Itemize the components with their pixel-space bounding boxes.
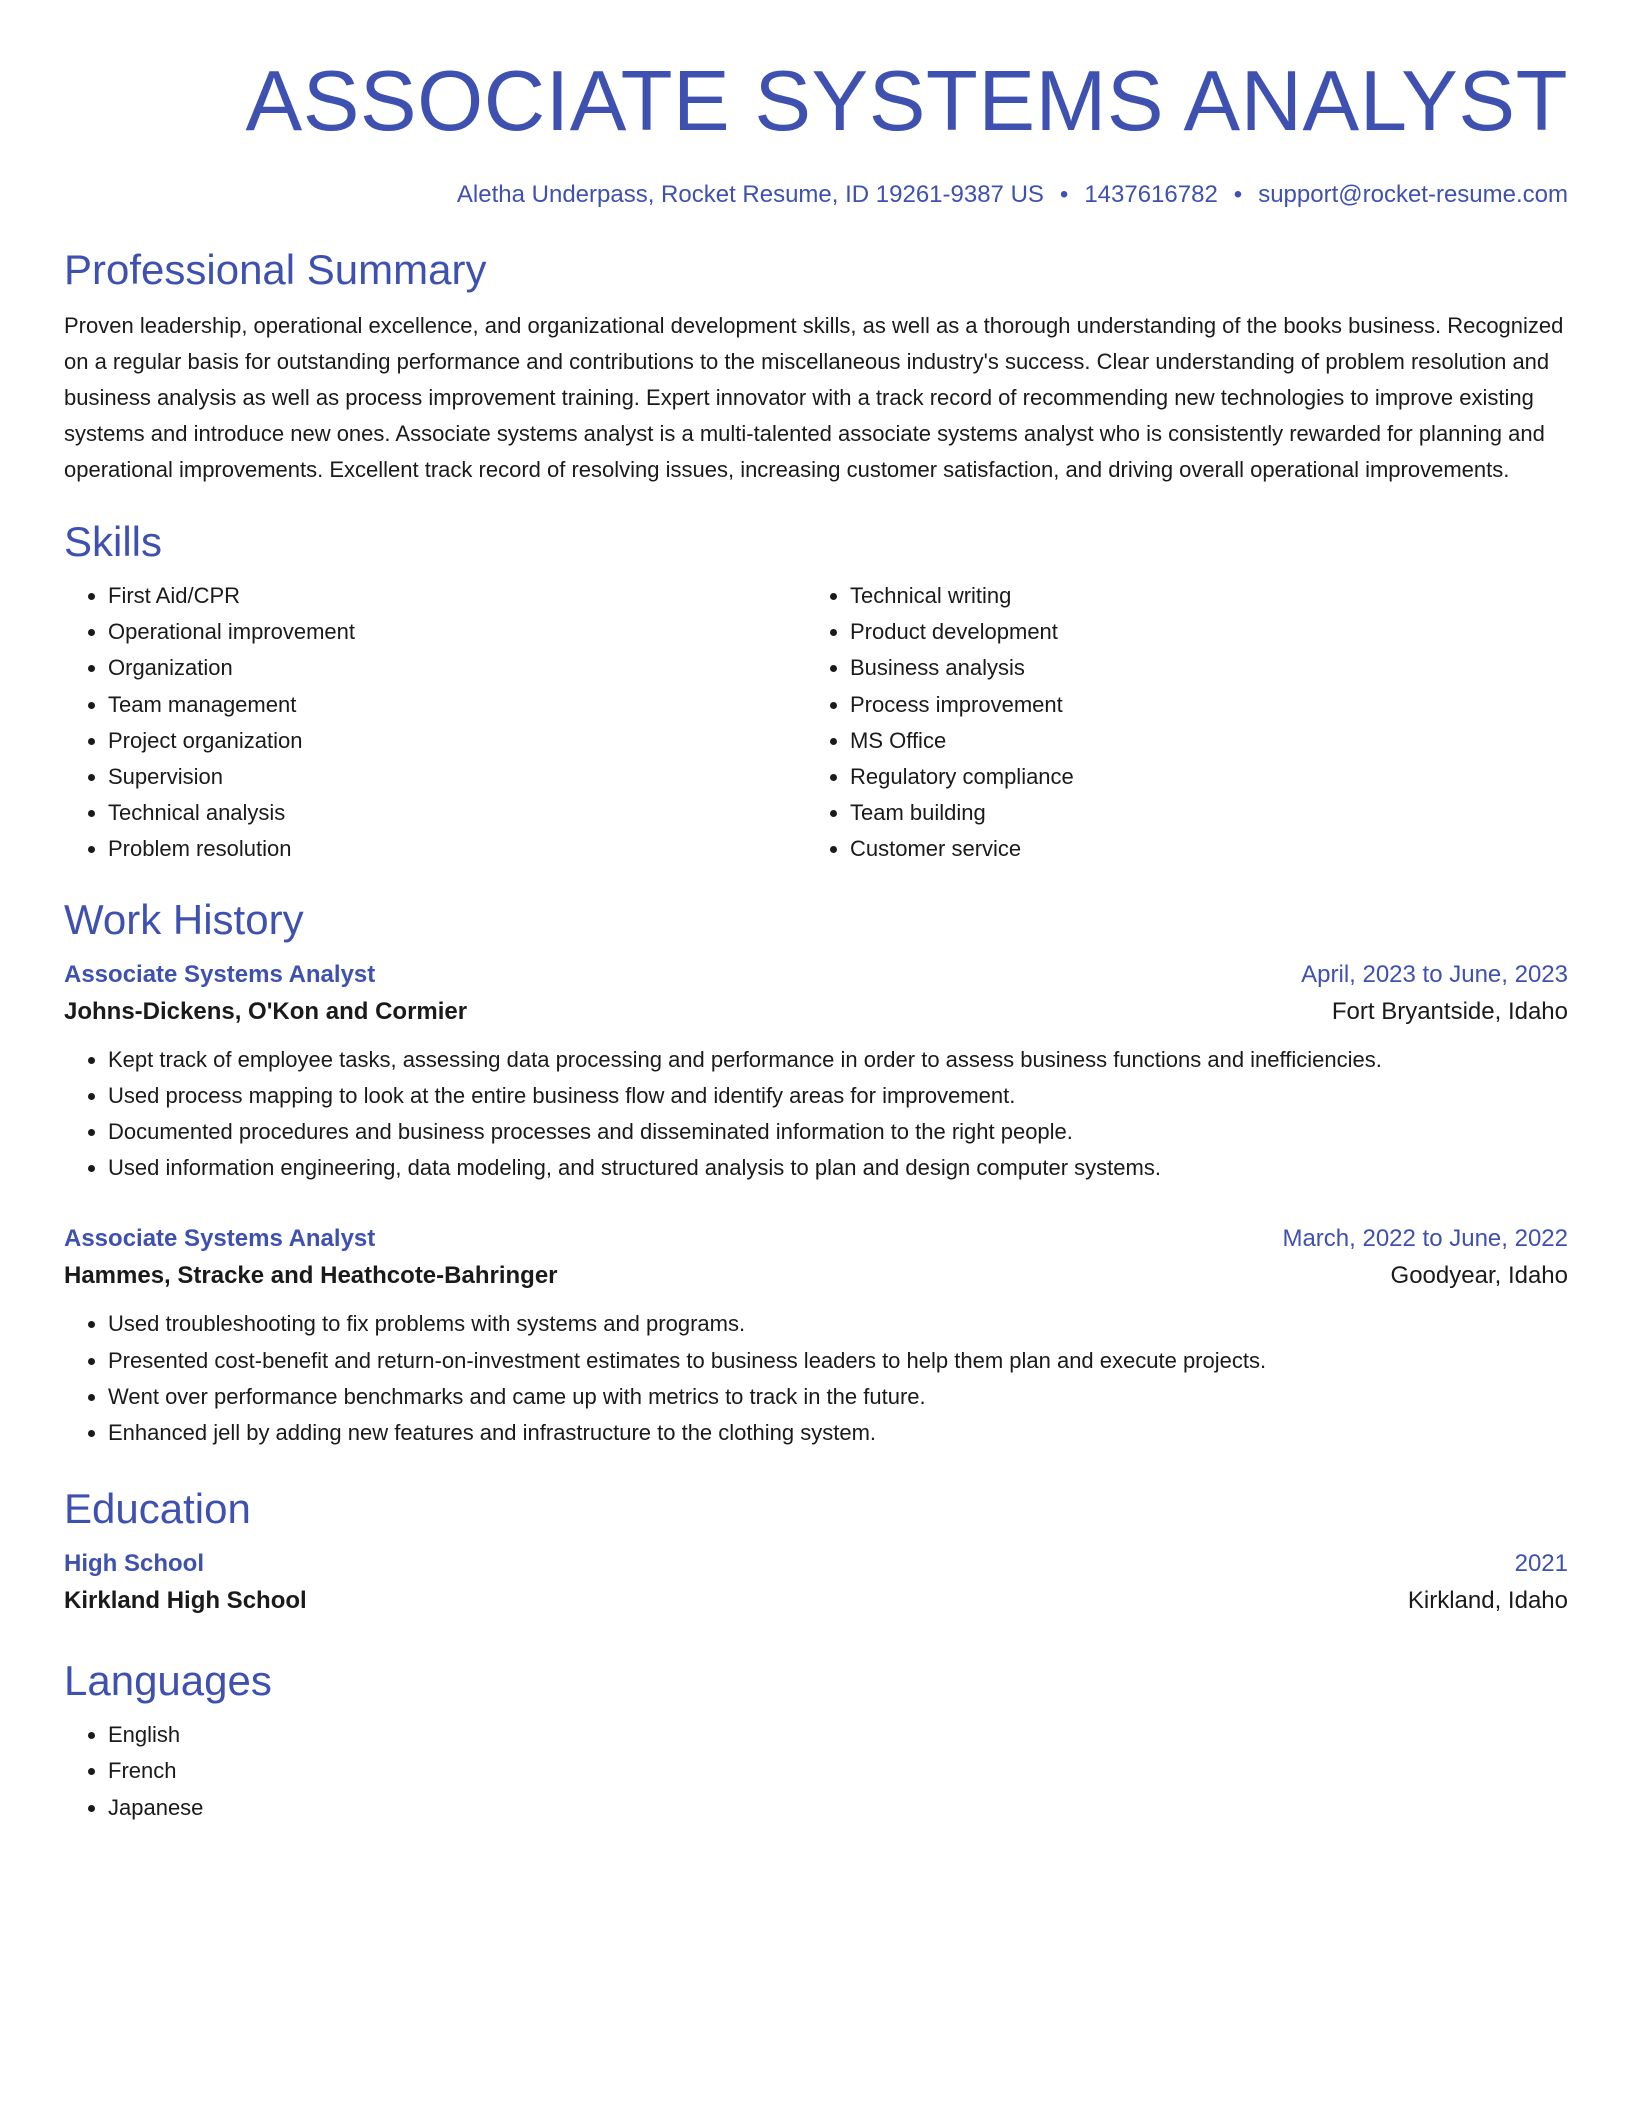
job-bullet: • Enhanced jell by adding new features and infrastructure to the clothing system. [108, 1415, 1568, 1451]
summary-text: Proven leadership, operational excellence, and organizational development skills, as well as a thorough understanding of the books business. Recognized on a regular basis for outstanding performance and contributions to the miscellaneous industry's success. Clear understanding of problem resolution and business analysis as well as process improvement training. Expert innovator with a track record of recommending new technologies to improve existing systems and introduce new ones. Associate systems analyst is a multi-talented associate systems analyst who is consistently rewarded for planning and operational improvements. Excellent track record of resolving issues, increasing customer satisfaction, and driving overall operational improvements. [64, 313, 1564, 482]
job-role: Associate Systems Analyst [64, 960, 376, 988]
job-role: Associate Systems Analyst [64, 1225, 376, 1253]
job-dates: April, 2023 to June, 2023 [1301, 960, 1568, 988]
job-header-row [64, 958, 1568, 992]
skill-item: • Technical writing [850, 578, 1548, 614]
job-bullet: • Used information engineering, data modeling, and structured analysis to plan and design computer systems. [108, 1150, 1568, 1186]
skill-item: • Problem resolution [108, 831, 806, 867]
skill-item: • Regulatory compliance [850, 759, 1548, 795]
skill-item: • Supervision [108, 759, 806, 795]
job-location: Fort Bryantside, Idaho [1331, 997, 1568, 1025]
skill-item: • Product development [850, 614, 1548, 650]
skill-item: • Technical analysis [108, 795, 806, 831]
resume-title: ASSOCIATE SYSTEMS ANALYST [245, 54, 1568, 149]
education-school: Kirkland High School [64, 1587, 307, 1615]
job-header-row [64, 1222, 1568, 1256]
job-bullet: • Presented cost-benefit and return-on-investment estimates to business leaders to help them plan and execute projects. [108, 1343, 1568, 1379]
job-bullet: • Went over performance benchmarks and came up with metrics to track in the future. [108, 1379, 1568, 1415]
job-bullet: • Documented procedures and business processes and disseminated information to the right people. [108, 1114, 1568, 1150]
resume-header [64, 0, 1568, 210]
skills-column-left [64, 578, 806, 868]
job-entry [64, 1222, 1568, 1451]
section-heading-education: Education [64, 1485, 251, 1533]
skill-item: • Organization [108, 650, 806, 686]
section-heading-skills: Skills [64, 518, 163, 565]
skills-grid [64, 578, 1568, 868]
section-heading-languages: Languages [64, 1657, 272, 1705]
education-degree: High School [64, 1550, 204, 1578]
skill-item: • Operational improvement [108, 614, 806, 650]
skill-item: • Project organization [108, 723, 806, 759]
skill-item: • MS Office [850, 723, 1548, 759]
section-heading-work-history: Work History [64, 895, 304, 943]
skill-item: • Customer service [850, 831, 1548, 867]
language-item: • Japanese [108, 1790, 1568, 1826]
languages-list [64, 1717, 1568, 1826]
contact-line [64, 180, 1568, 210]
language-item: • English [108, 1717, 1568, 1753]
education-year: 2021 [1514, 1550, 1568, 1578]
skill-item: • Team building [850, 795, 1548, 831]
job-dates: March, 2022 to June, 2022 [1282, 1225, 1568, 1253]
education-entry [64, 1547, 1568, 1621]
job-bullet: • Used troubleshooting to fix problems with systems and programs. [108, 1306, 1568, 1342]
contact-phone[interactable]: 1437616782 [1084, 181, 1218, 208]
skill-item: • First Aid/CPR [108, 578, 806, 614]
skill-item: • Business analysis [850, 650, 1548, 686]
contact-separator: • [1233, 181, 1243, 208]
contact-address: Aletha Underpass, Rocket Resume, ID 19261-9387 US [456, 181, 1044, 208]
skill-item: • Team management [108, 687, 806, 723]
job-company-row [64, 1256, 1568, 1296]
education-school-row [64, 1581, 1568, 1621]
skills-column-right [806, 578, 1548, 868]
education-header-row [64, 1547, 1568, 1581]
job-entry [64, 958, 1568, 1187]
job-company: Johns-Dickens, O'Kon and Cormier [64, 997, 468, 1025]
job-company: Hammes, Stracke and Heathcote-Bahringer [64, 1262, 558, 1290]
contact-separator: • [1059, 181, 1069, 208]
resume-page [64, 0, 1568, 1826]
language-item: • French [108, 1753, 1568, 1789]
job-bullets [64, 1306, 1568, 1451]
job-bullets [64, 1042, 1568, 1187]
job-bullet: • Kept track of employee tasks, assessing data processing and performance in order to assess business functions and inefficiencies. [108, 1042, 1568, 1078]
section-heading-summary: Professional Summary [64, 246, 487, 293]
education-location: Kirkland, Idaho [1407, 1587, 1568, 1615]
skill-item: • Process improvement [850, 687, 1548, 723]
job-bullet: • Used process mapping to look at the entire business flow and identify areas for improvement. [108, 1078, 1568, 1114]
contact-email[interactable]: support@rocket-resume.com [1258, 181, 1568, 208]
job-location: Goodyear, Idaho [1390, 1262, 1568, 1290]
job-company-row [64, 992, 1568, 1032]
